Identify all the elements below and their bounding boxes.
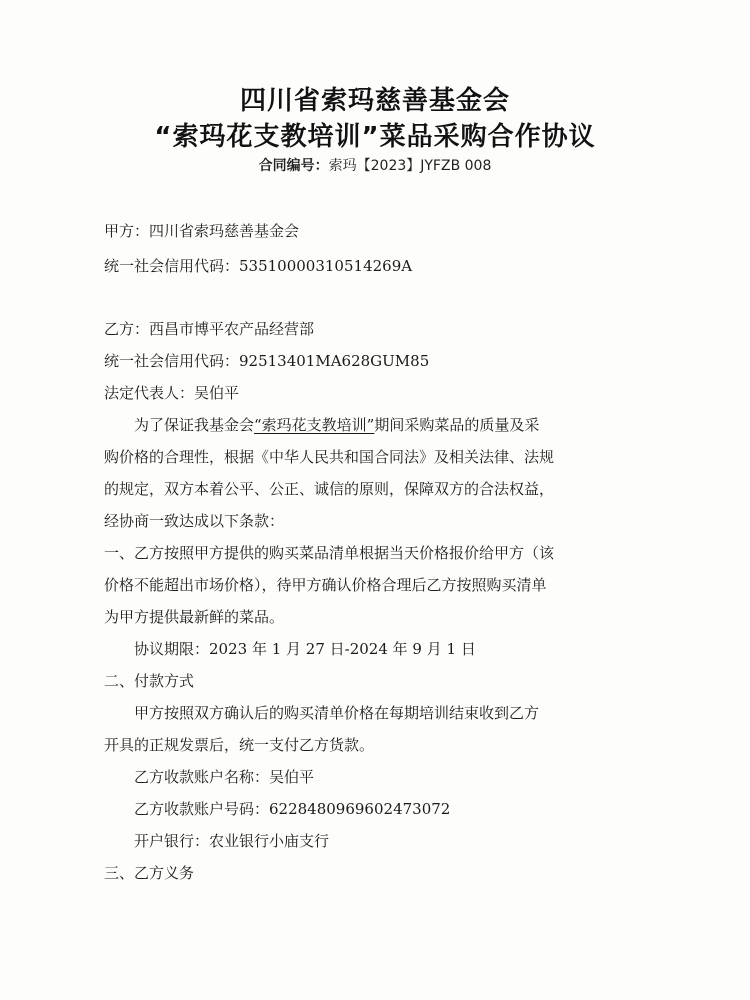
payee-account-number: 乙方收款账户号码：6228480969602473072 xyxy=(134,800,451,818)
preamble-line-1 xyxy=(134,414,539,435)
preamble-line-3: 的规定，双方本着公平、公正、诚信的原则，保障双方的合法权益， xyxy=(104,480,555,498)
preamble-line-2: 购价格的合理性，根据《中华人民共和国合同法》及相关法律、法规 xyxy=(104,448,555,466)
document-title: 四川省索玛慈善基金会 xyxy=(239,86,510,116)
payee-account-name: 乙方收款账户名称：吴伯平 xyxy=(134,768,315,786)
preamble-text: 为了保证我基金会 xyxy=(134,416,255,434)
clause-1-line-1: 一、乙方按照甲方提供的购买菜品清单根据当天价格报价给甲方（该 xyxy=(104,544,555,562)
preamble-text: 期间采购菜品的质量及采 xyxy=(374,416,540,434)
contract-number-label: 合同编号： xyxy=(258,158,329,174)
clause-1-line-2: 价格不能超出市场价格），待甲方确认价格合理后乙方按照购买清单 xyxy=(104,576,547,594)
party-b-legal-rep: 法定代表人：吴伯平 xyxy=(104,384,240,402)
party-b-credit-code: 统一社会信用代码：92513401MA628GUM85 xyxy=(104,352,430,370)
party-a-credit-code: 统一社会信用代码：53510000310514269A xyxy=(104,257,413,275)
contract-number xyxy=(0,155,750,175)
preamble-line-4: 经协商一致达成以下条款： xyxy=(104,512,285,530)
party-a-name: 甲方：四川省索玛慈善基金会 xyxy=(104,222,300,240)
clause-2-line-1: 甲方按照双方确认后的购买清单价格在每期培训结束收到乙方 xyxy=(134,704,540,722)
agreement-period: 协议期限：2023 年 1 月 27 日-2024 年 9 月 1 日 xyxy=(134,640,476,658)
clause-2-line-2: 开具的正规发票后，统一支付乙方货款。 xyxy=(104,736,375,754)
clause-1-line-3: 为甲方提供最新鲜的菜品。 xyxy=(104,608,285,626)
clause-3-heading: 三、乙方义务 xyxy=(104,864,195,882)
contract-number-value: 索玛【2023】JYFZB 008 xyxy=(328,158,492,174)
payee-bank: 开户银行：农业银行小庙支行 xyxy=(134,832,330,850)
document-subtitle: “索玛花支教培训”菜品采购合作协议 xyxy=(154,122,596,152)
clause-2-heading: 二、付款方式 xyxy=(104,672,195,690)
party-b-name: 乙方：西昌市博平农产品经营部 xyxy=(104,320,315,338)
project-name: “索玛花支教培训” xyxy=(254,416,375,434)
